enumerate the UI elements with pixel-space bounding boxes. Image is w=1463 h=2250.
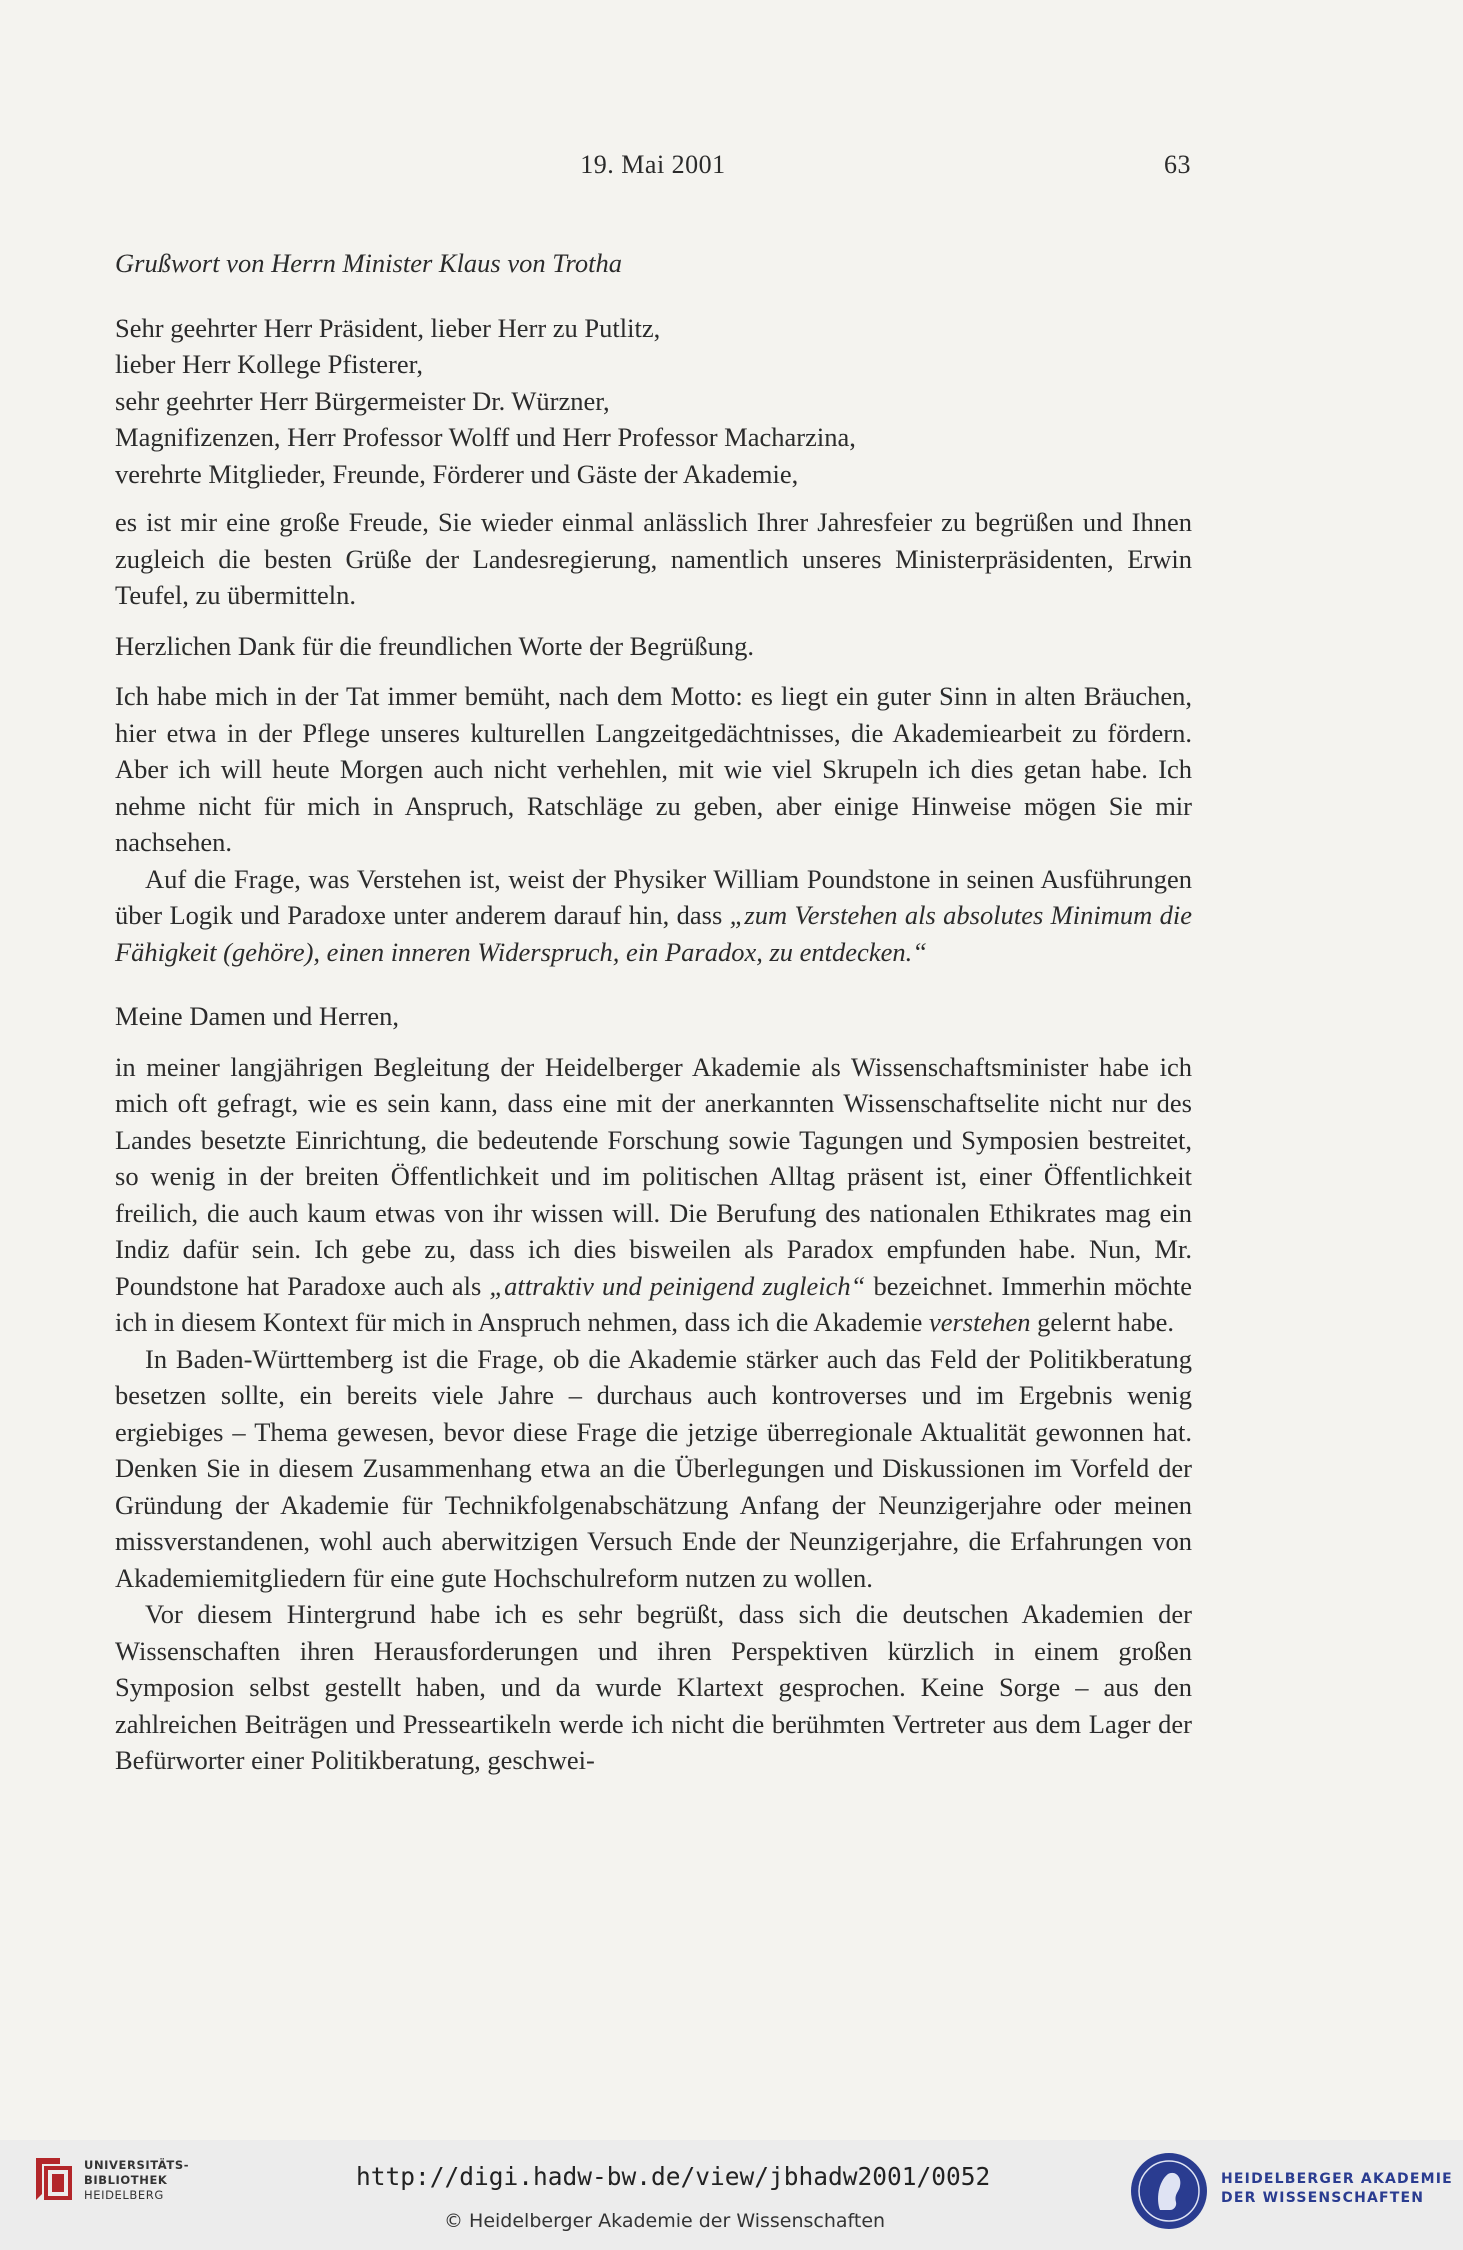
paragraph-text: bezeichnet. Immerhin möchte ich in diesem Kontext für mich in Anspruch nehmen, dass ich die Akademie	[115, 1270, 1192, 1337]
poundstone-quote: „attraktiv und peinigend zugleich“	[489, 1270, 866, 1301]
salutation-line: lieber Herr Kollege Pfisterer,	[115, 349, 423, 379]
paragraph-text: Auf die Frage, was Verstehen ist, weist der Physiker William Poundstone in seinen Ausführungen über Logik und Paradoxe unter anderem darauf hin, dass	[115, 863, 1192, 930]
salutation-block	[115, 310, 1192, 493]
permalink[interactable]: http://digi.hadw-bw.de/view/jbhadw2001/0052	[356, 2162, 991, 2191]
emphasis: verstehen	[928, 1307, 1031, 1337]
salutation-line: Sehr geehrter Herr Präsident, lieber Herr zu Putlitz,	[115, 312, 661, 343]
paragraph	[115, 861, 1192, 971]
university-library-logo-icon	[30, 2154, 76, 2210]
paragraph: Vor diesem Hintergrund habe ich es sehr begrüßt, dass sich die deutschen Akademien der Wissenschaften ihren Herausforderungen und ihren Perspektiven kürzlich in einem großen Symposion selbst gestellt haben, und da wurde Klartext gesprochen. Keine Sorge – aus den zahlreichen Beiträgen und Presseartikeln werde ich nicht die berühmten Vertreter aus dem Lager der Befürworter einer Politikberatung, geschwei-	[115, 1599, 1192, 1775]
paragraph-text: gelernt habe.	[1030, 1307, 1174, 1337]
salutation-line: sehr geehrter Herr Bürgermeister Dr. Würzner,	[115, 385, 610, 416]
page-number: 63	[1164, 150, 1191, 179]
page-body	[115, 245, 1192, 1779]
academy-seal-icon	[1130, 2152, 1208, 2230]
paragraph: es ist mir eine große Freude, Sie wieder einmal anlässlich Ihrer Jahresfeier zu begrüßen und Ihnen zugleich die besten Grüße der Landesregierung, namentlich unseres Ministerpräsidenten, Erwin Teufel, zu übermitteln.	[115, 507, 1192, 610]
header-date: 19. Mai 2001	[580, 150, 726, 179]
paragraph: In Baden-Württemberg ist die Frage, ob die Akademie stärker auch das Feld der Politikberatung besetzen sollte, ein bereits viele Jahre – durchaus auch kontroverses und im Ergebnis wenig ergiebiges – Thema gewesen, bevor diese Frage die jetzige überregionale Aktualität gewonnen hat. Denken Sie in diesem Zusammenhang etwa an die Überlegungen und Diskussionen im Vorfeld der Gründung der Akademie für Technikfolgenabschätzung Anfang der Neunzigerjahre oder meinen missverstandenen, wohl auch aberwitzigen Versuch Ende der Neunzigerjahre, die Erfahrungen von Akademiemitgliedern für eine gute Hochschulreform nutzen zu wollen.	[115, 1343, 1192, 1593]
paragraph	[115, 1049, 1192, 1341]
salutation-line: Magnifizenzen, Herr Professor Wolff und Herr Professor Macharzina,	[115, 422, 856, 452]
academy-name: HEIDELBERGER AKADEMIE DER WISSENSCHAFTEN	[1221, 2171, 1453, 2206]
digitization-footer	[0, 2140, 1463, 2250]
paragraph-text: in meiner langjährigen Begleitung der Heidelberger Akademie als Wissenschaftsminister habe ich mich oft gefragt, wie es sein kann, dass eine mit der anerkannten Wissenschaftselite nicht nur des Landes besetzte Einrichtung, die bedeutende Forschung sowie Tagungen und Symposien bestreitet, so wenig in der breiten Öffentlichkeit und im politischen Alltag präsent ist, einer Öffentlichkeit freilich, die auch kaum etwas von ihr wissen will. Die Berufung des nationalen Ethikrates mag ein Indiz dafür sein. Ich gebe zu, dass ich dies bisweilen als Paradox empfunden habe. Nun, Mr. Poundstone hat Paradoxe auch als	[115, 1051, 1192, 1301]
paragraph: Herzlichen Dank für die freundlichen Worte der Begrüßung.	[115, 630, 755, 661]
library-name: UNIVERSITÄTS- BIBLIOTHEK HEIDELBERG	[84, 2158, 190, 2202]
section-heading: Grußwort von Herrn Minister Klaus von Trotha	[115, 248, 622, 278]
salutation-line: verehrte Mitglieder, Freunde, Förderer und Gäste der Akademie,	[115, 458, 799, 489]
poundstone-quote: „zum Verstehen als absolutes Minimum die Fähigkeit (gehöre), einen inneren Widerspruch, ein Paradox, zu entdecken.“	[115, 900, 1192, 967]
paragraph: Ich habe mich in der Tat immer bemüht, nach dem Motto: es liegt ein guter Sinn in alten Bräuchen, hier etwa in der Pflege unseres kulturellen Langzeitgedächtnisses, die Akademiearbeit zu fördern. Aber ich will heute Morgen auch nicht verhehlen, mit wie viel Skrupeln ich dies getan habe. Ich nehme nicht für mich in Anspruch, Ratschläge zu geben, aber einige Hinweise mögen Sie mir nachsehen.	[115, 681, 1192, 857]
copyright-notice: © Heidelberger Akademie der Wissenschaften	[444, 2210, 886, 2232]
address-line: Meine Damen und Herren,	[115, 1001, 400, 1031]
